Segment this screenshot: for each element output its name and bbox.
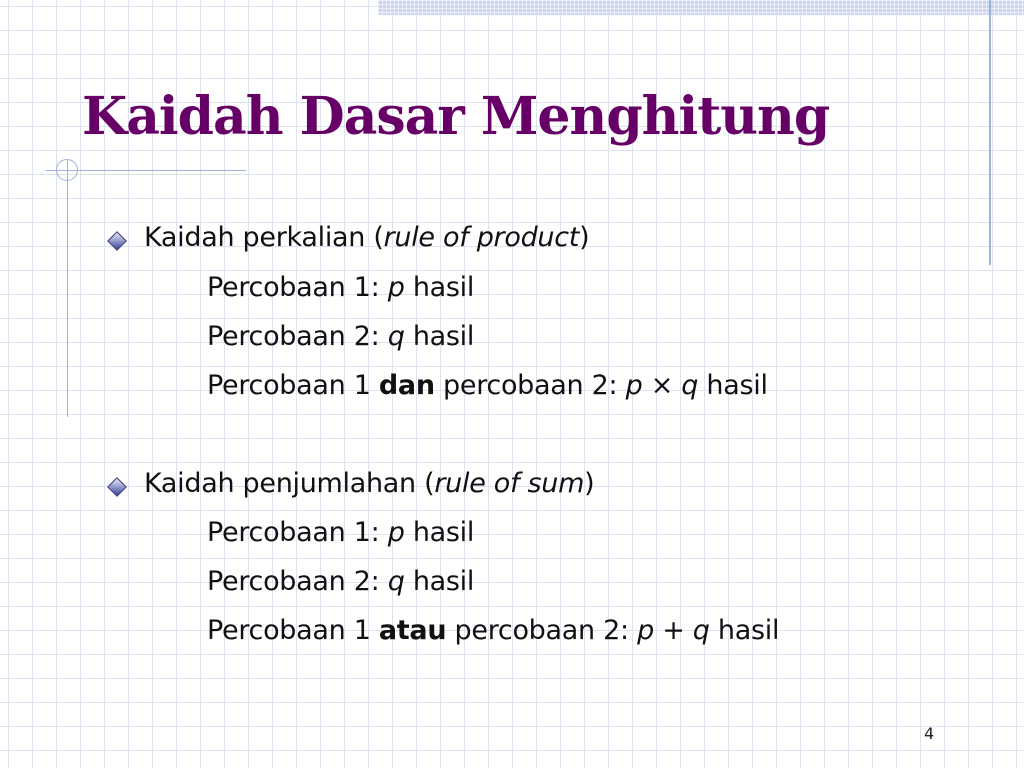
line-text: Percobaan 1 — [207, 615, 379, 646]
line-text: Percobaan 1: — [207, 272, 388, 303]
line-text: Percobaan 1: — [207, 517, 388, 548]
operator-plus: + — [653, 615, 693, 646]
variable-q: q — [387, 566, 405, 597]
line-suffix: hasil — [404, 321, 475, 352]
rule-product-line-2 — [207, 321, 474, 352]
heading-suffix: ) — [584, 468, 595, 499]
line-suffix: hasil — [404, 566, 475, 597]
diamond-bullet-icon — [107, 231, 127, 251]
line-suffix: hasil — [698, 370, 768, 401]
variable-q: q — [681, 370, 699, 401]
variable-p: p — [637, 615, 654, 646]
variable-q: q — [692, 615, 710, 646]
line-suffix: hasil — [404, 517, 475, 548]
line-middle: percobaan 2: — [446, 615, 638, 646]
line-suffix: hasil — [404, 272, 475, 303]
variable-p: p — [625, 370, 643, 401]
line-middle: percobaan 2: — [434, 370, 626, 401]
rule-sum-line-1 — [207, 517, 474, 548]
line-text: Percobaan 1 — [207, 370, 379, 401]
rule-sum-heading — [144, 468, 594, 499]
keyword-dan: dan — [378, 370, 435, 401]
line-suffix: hasil — [709, 615, 780, 646]
page-number: 4 — [924, 724, 935, 743]
heading-text: Kaidah penjumlahan ( — [144, 468, 435, 499]
rule-product-line-3 — [207, 370, 768, 401]
heading-term: rule of sum — [434, 468, 585, 499]
variable-p: p — [387, 517, 405, 548]
heading-text: Kaidah perkalian ( — [144, 222, 384, 253]
operator-times: × — [642, 370, 682, 401]
diamond-bullet-icon — [107, 477, 127, 497]
keyword-atau: atau — [378, 615, 447, 646]
line-text: Percobaan 2: — [207, 321, 388, 352]
rule-sum-line-3 — [207, 615, 779, 646]
variable-p: p — [387, 272, 405, 303]
line-text: Percobaan 2: — [207, 566, 388, 597]
heading-term: rule of product — [383, 222, 580, 253]
rule-product-line-1 — [207, 272, 474, 303]
slide-title: Kaidah Dasar Menghitung — [82, 86, 830, 147]
variable-q: q — [387, 321, 405, 352]
rule-sum-line-2 — [207, 566, 474, 597]
heading-suffix: ) — [579, 222, 590, 253]
rule-product-heading — [144, 222, 589, 253]
